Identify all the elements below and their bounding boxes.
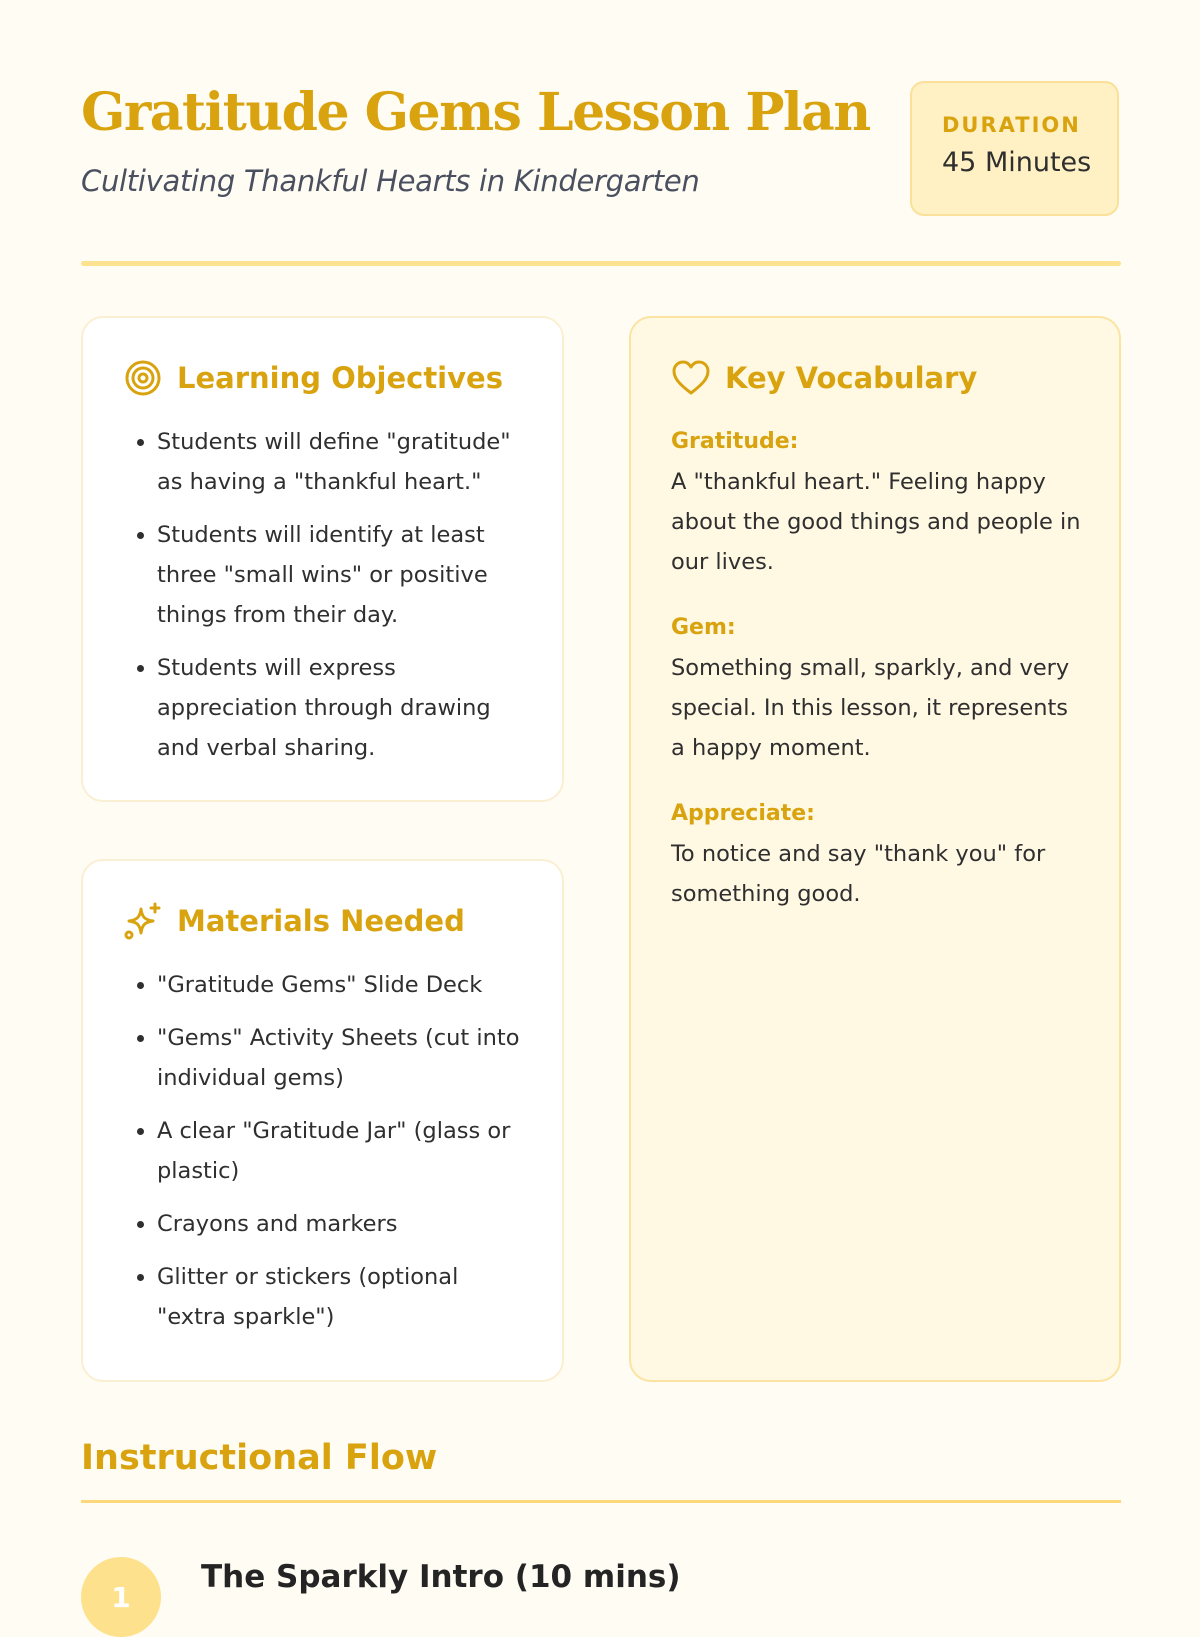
step-title: The Sparkly Intro (10 mins)	[201, 1559, 681, 1595]
vocab-term: Gem:	[671, 615, 736, 640]
vocab-entry	[671, 422, 1081, 582]
sparkles-icon	[123, 901, 163, 941]
duration-label: DURATION	[942, 113, 1081, 137]
list-item: • Glitter or stickers (optional "extra sparkle")	[157, 1257, 524, 1337]
lesson-plan-page	[81, 0, 1121, 1614]
header-divider	[81, 261, 1121, 266]
page-subtitle: Cultivating Thankful Hearts in Kindergarten	[81, 164, 700, 198]
duration-badge	[910, 81, 1119, 216]
materials-heading	[123, 901, 524, 941]
materials-list	[123, 965, 524, 1337]
list-item: • Students will define "gratitude" as having a "thankful heart."	[157, 422, 524, 502]
materials-card	[81, 859, 564, 1382]
heart-icon	[671, 358, 711, 398]
vocabulary-card	[629, 316, 1121, 1382]
vocab-term: Gratitude:	[671, 429, 799, 454]
vocab-definition: Something small, sparkly, and very special. In this lesson, it represents a happy moment.	[671, 655, 1070, 761]
vocab-term: Appreciate:	[671, 801, 815, 826]
step-number-badge: 1	[81, 1557, 161, 1637]
objectives-heading	[123, 358, 524, 398]
instructional-flow-title: Instructional Flow	[81, 1438, 438, 1478]
list-item: • Students will express appreciation through drawing and verbal sharing.	[157, 648, 524, 768]
list-item: • "Gratitude Gems" Slide Deck	[157, 965, 524, 1005]
list-item: • Crayons and markers	[157, 1204, 524, 1244]
list-item: • "Gems" Activity Sheets (cut into individual gems)	[157, 1018, 524, 1098]
vocabulary-heading	[671, 358, 1081, 398]
vocab-definition: To notice and say "thank you" for something good.	[671, 841, 1046, 907]
duration-value: 45 Minutes	[942, 147, 1092, 178]
page-header	[81, 0, 1121, 270]
objectives-list	[123, 422, 524, 768]
objectives-card	[81, 316, 564, 802]
vocab-definition: A "thankful heart." Feeling happy about the good things and people in our lives.	[671, 469, 1081, 575]
section-divider	[81, 1500, 1121, 1503]
list-item: • A clear "Gratitude Jar" (glass or plastic)	[157, 1111, 524, 1191]
target-icon	[123, 358, 163, 398]
objectives-title: Learning Objectives	[177, 361, 503, 395]
vocab-entry	[671, 608, 1081, 768]
materials-title: Materials Needed	[177, 904, 465, 938]
page-title: Gratitude Gems Lesson Plan	[81, 82, 870, 143]
list-item: • Students will identify at least three "small wins" or positive things from their day.	[157, 515, 524, 635]
vocabulary-title: Key Vocabulary	[725, 361, 978, 395]
vocab-entry	[671, 794, 1081, 914]
